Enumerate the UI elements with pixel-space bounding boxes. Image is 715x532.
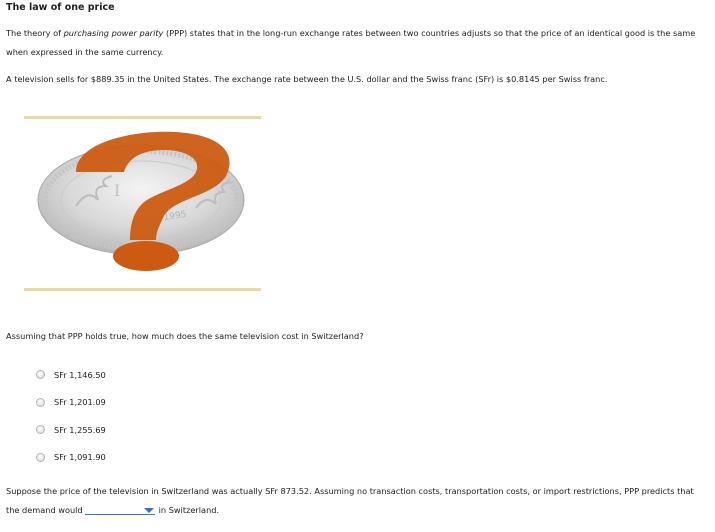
intro-paragraph: [6, 24, 706, 62]
figure-bottom-rule: [24, 288, 261, 291]
coin-question-figure: [24, 116, 261, 292]
ppp-term: purchasing power parity: [63, 28, 164, 38]
answer-option-label: SFr 1,201.09: [54, 397, 106, 408]
answer-option[interactable]: [36, 444, 106, 472]
coin-question-icon: [24, 116, 261, 292]
radio-button[interactable]: [36, 370, 45, 379]
answer-option-label: SFr 1,146.50: [54, 369, 106, 380]
radio-button[interactable]: [36, 398, 45, 407]
page-title: The law of one price: [6, 2, 115, 13]
intro-text-before: The theory of: [6, 28, 64, 38]
answer-options: [36, 361, 106, 471]
svg-text:I: I: [114, 181, 121, 200]
radio-button[interactable]: [36, 425, 45, 434]
answer-option-label: SFr 1,255.69: [54, 424, 106, 435]
answer-option[interactable]: [36, 361, 106, 389]
answer-option[interactable]: [36, 389, 106, 417]
svg-text:1995: 1995: [163, 209, 188, 223]
problem-statement: A television sells for $889.35 in the United States. The exchange rate between the U.S. dollar and the Swiss franc (SFr) is $0.8145 per Swiss franc.: [6, 74, 608, 84]
answer-option[interactable]: [36, 416, 106, 444]
followup-text-after: in Switzerland.: [158, 505, 220, 515]
intro-text-after: (PPP) states that in the long-run exchange rates between two countries adjusts so that the price of an identical good is the same when expressed in the same currency.: [6, 28, 696, 57]
chevron-down-icon[interactable]: [144, 508, 154, 513]
answer-option-label: SFr 1,091.90: [54, 452, 106, 463]
question-prompt: Assuming that PPP holds true, how much does the same television cost in Switzerland?: [6, 331, 364, 341]
followup-text-before: Suppose the price of the television in Switzerland was actually SFr 873.52. Assuming no transaction costs, transportation costs, or import restrictions, PPP predicts that the demand would: [6, 486, 694, 515]
followup-question: [6, 482, 706, 520]
radio-button[interactable]: [36, 453, 45, 462]
demand-dropdown[interactable]: [85, 504, 155, 515]
